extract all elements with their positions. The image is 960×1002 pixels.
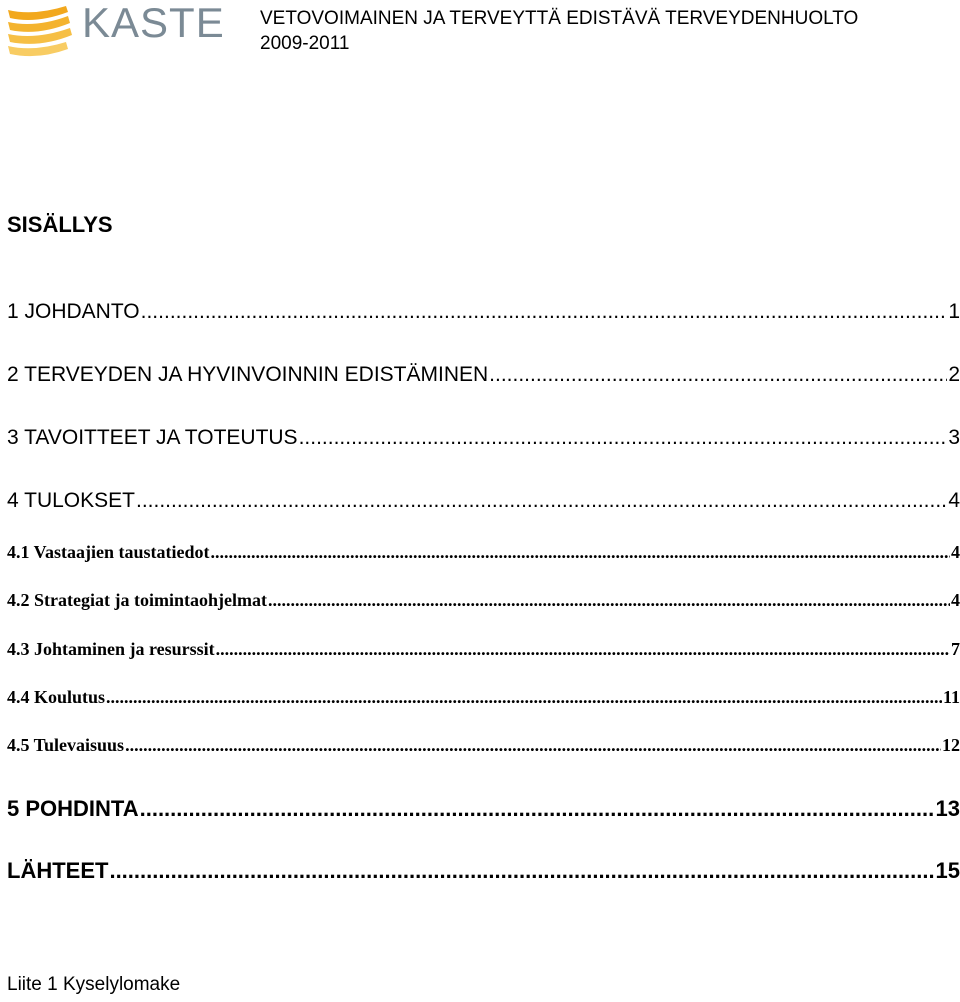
appendix-note: Liite 1 Kyselylomake	[7, 974, 181, 995]
toc-entry-page: 4	[951, 542, 960, 562]
toc-leader-dots	[140, 796, 935, 822]
toc-entry-page: 7	[951, 639, 960, 659]
toc-entry[interactable]	[7, 796, 960, 822]
toc-leader-dots	[489, 363, 947, 387]
toc-entry[interactable]	[7, 489, 960, 513]
sun-rays-icon	[4, 2, 76, 62]
toc-entry-page: 1	[948, 300, 960, 323]
toc-leader-dots	[141, 300, 948, 324]
toc-entry-page: 12	[942, 735, 960, 755]
toc-entry[interactable]	[7, 426, 960, 450]
header-line-1: VETOVOIMAINEN JA TERVEYTTÄ EDISTÄVÄ TERVEYDENHUOLTO	[260, 8, 859, 29]
toc-entry[interactable]	[7, 735, 960, 756]
toc-entry-label: 3 TAVOITTEET JA TOTEUTUS	[7, 426, 298, 449]
toc-entry-page: 11	[942, 687, 960, 707]
toc-entry[interactable]	[7, 300, 960, 324]
toc-leader-dots	[109, 858, 934, 884]
toc-entry-label: 2 TERVEYDEN JA HYVINVOINNIN EDISTÄMINEN	[7, 363, 489, 386]
toc-entry[interactable]	[7, 639, 960, 660]
toc-entry-page: 4	[948, 489, 960, 512]
kaste-logo	[4, 0, 225, 64]
toc-entry-label: LÄHTEET	[7, 858, 109, 883]
logo-text: KASTE	[82, 0, 225, 46]
toc-entry[interactable]	[7, 687, 960, 708]
toc-entry-label: 4 TULOKSET	[7, 489, 135, 512]
toc-entry-label: 4.3 Johtaminen ja resurssit	[7, 639, 215, 659]
toc-title: SISÄLLYS	[7, 212, 113, 237]
toc-leader-dots	[125, 735, 941, 756]
toc-entry-label: 4.2 Strategiat ja toimintaohjelmat	[7, 590, 267, 610]
toc-entry-page: 4	[951, 590, 960, 610]
toc-entry-page: 2	[948, 363, 960, 386]
toc-leader-dots	[216, 639, 950, 660]
toc-entry[interactable]	[7, 858, 960, 884]
toc-entry-label: 4.4 Koulutus	[7, 687, 106, 707]
toc-entry[interactable]	[7, 590, 960, 611]
toc-leader-dots	[106, 687, 942, 708]
toc-entry[interactable]	[7, 542, 960, 563]
toc-leader-dots	[211, 542, 950, 563]
toc-leader-dots	[299, 426, 948, 450]
toc-leader-dots	[136, 489, 947, 513]
toc-entry-page: 13	[935, 796, 960, 821]
toc-entry[interactable]	[7, 363, 960, 387]
toc-entry-page: 3	[948, 426, 960, 449]
page-header	[260, 6, 858, 56]
toc-leader-dots	[268, 590, 950, 611]
header-line-2: 2009-2011	[260, 33, 350, 54]
toc-entry-label: 4.1 Vastaajien taustatiedot	[7, 542, 210, 562]
toc-entry-label: 4.5 Tulevaisuus	[7, 735, 125, 755]
toc-entry-page: 15	[935, 858, 960, 883]
toc-entry-label: 1 JOHDANTO	[7, 300, 140, 323]
toc-entry-label: 5 POHDINTA	[7, 796, 139, 821]
